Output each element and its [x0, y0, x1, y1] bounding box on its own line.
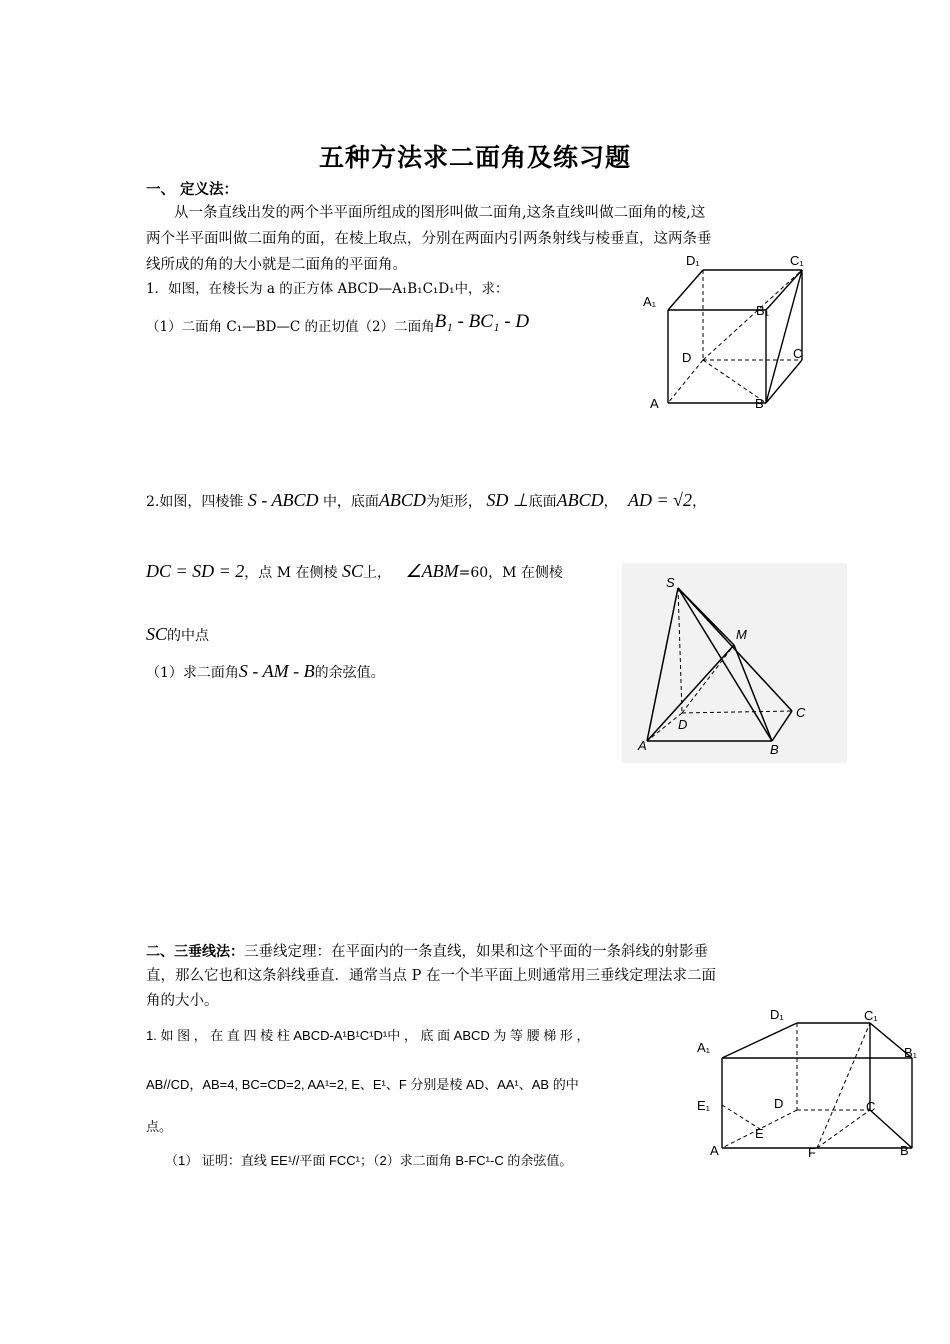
section2-para-line1-text: 三垂线定理：在平面内的一条直线，如果和这个平面的一条斜线的射影垂 [244, 944, 708, 960]
prism-label-a1: A₁ [697, 1040, 711, 1055]
section2-para-line1 [146, 942, 708, 962]
prism-label-e1: E₁ [697, 1098, 711, 1113]
pyr-label-b: B [770, 742, 779, 757]
prism-label-c1: C₁ [864, 1008, 878, 1023]
p2-l3-m1: SC [146, 624, 168, 644]
section1-para-line1: 从一条直线出发的两个半平面所组成的图形叫做二面角,这条直线叫做二面角的棱,这 [174, 205, 706, 221]
cube-label-c: C [793, 346, 803, 361]
cube-label-d: D [682, 350, 692, 365]
p2-l2-m3: ∠ABM [405, 561, 459, 581]
p2-l3-a: 的中点 [167, 628, 210, 644]
problem2-line2 [146, 561, 563, 583]
p2-l2-c: =60，M 在侧棱 [458, 565, 563, 581]
pyr-label-s: S [666, 575, 675, 590]
p2-l1-f: ， [692, 494, 707, 510]
p2-l1-e: ， [603, 494, 618, 510]
page-title: 五种方法求二面角及练习题 [318, 143, 631, 172]
prism-label-a: A [710, 1143, 719, 1158]
p2-l1-m4: ABCD [556, 490, 604, 510]
problem1-line2-text: （1）二面角 C₁—BD—C 的正切值（2）二面角 [146, 319, 435, 335]
prism-label-b1: B₁ [904, 1045, 918, 1060]
p2-l1-a: 2.如图，四棱锥 [146, 494, 244, 510]
pyr-label-m: M [736, 627, 747, 642]
section2-para-line3: 角的大小。 [146, 993, 219, 1009]
problem1-math: B₁ - BC₁ - D [434, 311, 530, 332]
cube-label-c1: C₁ [790, 253, 804, 268]
pyr-label-d: D [678, 717, 688, 732]
prism-label-c: C [866, 1099, 876, 1114]
prism-label-b: B [900, 1143, 909, 1158]
cube-figure [630, 248, 820, 418]
problem2-line1 [146, 490, 706, 512]
cube-label-b: B [755, 396, 764, 411]
prism-label-e: E [755, 1126, 764, 1141]
cube-label-b1: B₁ [756, 303, 770, 318]
section1-para-line2: 两个半平面叫做二面角的面，在棱上取点，分别在两面内引两条射线与棱垂直，这两条垂 [146, 231, 712, 247]
problem1-line1: 1．如图，在棱长为 a 的正方体 ABCD—A₁B₁C₁D₁中，求： [146, 281, 509, 297]
cube-label-a1: A₁ [643, 294, 657, 309]
p2-l1-d: 底面 [528, 494, 557, 510]
section2-heading: 二、三垂线法： [146, 944, 244, 960]
p2-l1-m3: SD ⊥ [486, 490, 529, 510]
problem1-line2 [146, 312, 529, 337]
p2-l1-b: 中，底面 [322, 494, 379, 510]
section2-para-line2: 直，那么它也和这条斜线垂直．通常当点 P 在一个半平面上则通常用三垂线定理法求二面 [146, 968, 716, 984]
p2-l1-c: 为矩形， [425, 494, 482, 510]
prism-figure [694, 1005, 924, 1165]
p2-l2-m2: SC [342, 561, 364, 581]
p2-l1-m5: AD = √2 [628, 490, 693, 510]
s2-problem1-line2: AB//CD，AB=4, BC=CD=2, AA¹=2, E、E¹、F 分别是棱 AD、AA¹、AB 的中 [146, 1077, 579, 1092]
p2-l4-b: 的余弦值。 [314, 665, 385, 681]
cube-label-d1: D₁ [686, 253, 700, 268]
prism-label-d1: D₁ [770, 1007, 784, 1022]
p2-l4-a: （1）求二面角 [146, 665, 239, 681]
problem2-line3 [146, 624, 209, 646]
prism-label-f: F [808, 1145, 816, 1160]
p2-l1-m2: ABCD [378, 490, 426, 510]
cube-label-a: A [650, 396, 659, 411]
p2-l4-m1: S - AM - B [238, 661, 315, 681]
section1-heading: 一、 定义法： [146, 182, 239, 198]
p2-l2-m1: DC = SD = 2 [146, 561, 245, 581]
p2-l2-b: 上， [363, 565, 392, 581]
pyramid-figure [622, 563, 847, 763]
p2-l2-a: ，点 M 在侧棱 [244, 565, 338, 581]
s2-problem1-line1: 1. 如 图 ， 在 直 四 棱 柱 ABCD-A¹B¹C¹D¹中 ， 底 面 ABCD 为 等 腰 梯 形 ， [146, 1028, 590, 1043]
prism-label-d: D [774, 1096, 784, 1111]
s2-problem1-line3: 点。 [146, 1119, 173, 1134]
pyr-label-c: C [796, 705, 806, 720]
pyr-label-a: A [638, 738, 647, 753]
s2-problem1-line4: （1） 证明：直线 EE¹//平面 FCC¹；（2）求二面角 B-FC¹-C 的余弦值。 [165, 1153, 573, 1168]
problem2-line4 [146, 661, 385, 683]
section1-para-line3: 线所成的角的大小就是二面角的平面角。 [146, 257, 407, 273]
p2-l1-m1: S - ABCD [247, 490, 319, 510]
